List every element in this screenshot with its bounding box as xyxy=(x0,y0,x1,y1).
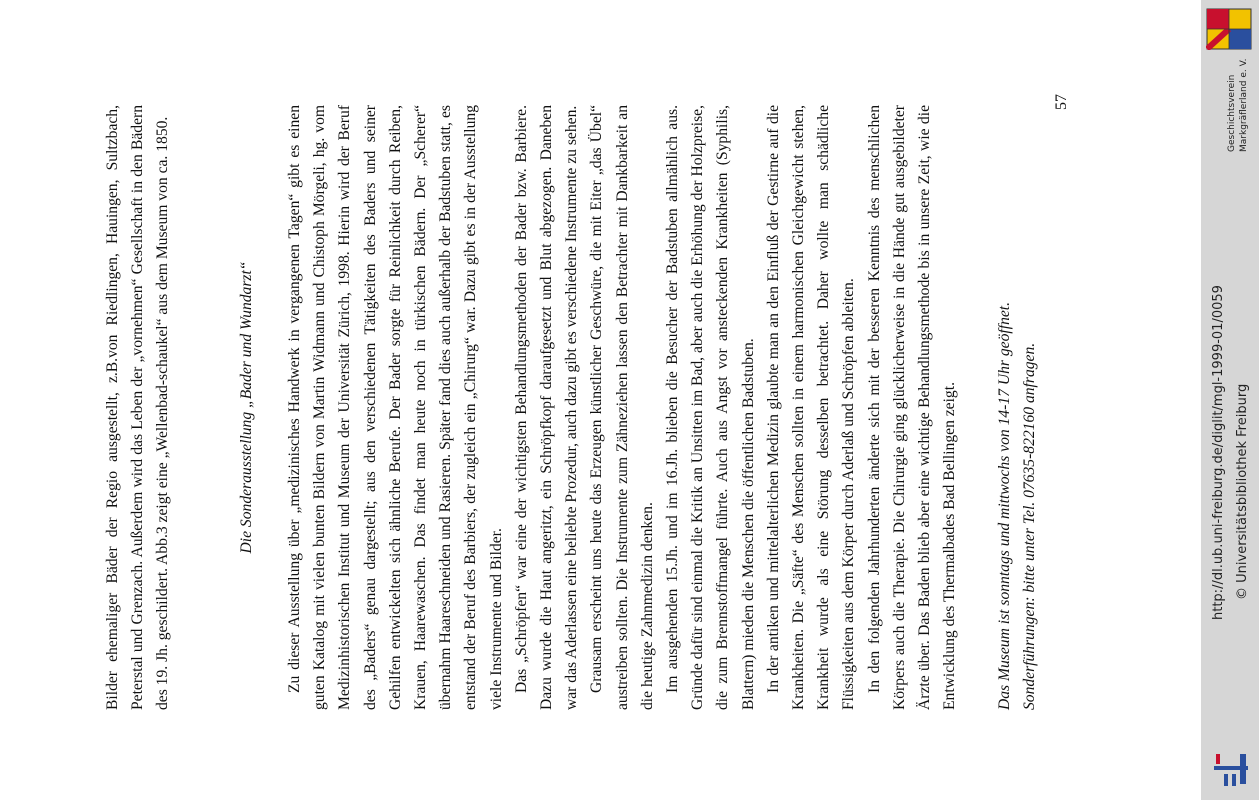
paragraph: Im ausgehenden 15.Jh. und im 16.Jh. blieben die Besucher der Badstuben allmählich aus. Gründe dafür sind einmal die Kritik an Unsitten im Bad, aber auch die Erhöhung der Holzpreise, die zum Brennstoffmangel führte. Auch aus Angst vor ansteckenden Krankheiten (Syphilis, Blattern) mieden die Menschen die öffentlichen Badstuben. xyxy=(664,105,757,710)
paragraph: Das „Schröpfen“ war eine der wichtigsten Behandlungsmethoden der Bader bzw. Barbiere. Dazu wurde die Haut angeritzt, ein Schröpfkopf daraufgesetzt und Blut abgezogen. Daneben war das Aderlassen eine beliebte Prozedur, auch dazu gibt es verschiedene Instrumente zu sehen. xyxy=(512,105,581,710)
ub-freiburg-logo-icon xyxy=(1210,748,1252,790)
coat-of-arms-icon xyxy=(1206,8,1252,50)
body-text xyxy=(282,105,962,710)
permalink-url[interactable]: http://dl.ub.uni-freiburg.de/diglit/mgl-1999-01/0059 xyxy=(1211,285,1226,620)
opening-hours-line: Das Museum ist sonntags und mittwochs von 14-17 Uhr geöffnet. xyxy=(996,301,1013,710)
paragraph: In der antiken und mittelalterlichen Medizin glaubte man an den Einfluß der Gestirne auf die Krankheiten. Die „Säfte“ des Menschen sollten in einem harmonischen Gleichgewicht stehen, Krankheit wurde als eine Störung desselben betrachtet. Daher wollte man schädliche Flüssigkeiten aus dem Körper durch Aderlaß und Schröpfen ableiten. xyxy=(764,105,858,710)
guided-tours-line: Sonderführungen: bitte unter Tel. 07635-822160 anfragen. xyxy=(1021,342,1038,710)
paragraph: Zu dieser Ausstellung über „medizinisches Handwerk in vergangenen Tagen“ gibt es einen guten Katalog mit vielen bunten Bildern von Martin Widmann und Chistoph Mörgeli, hg. vom Medizinhistorischen Institut und Museum der Universität Zürich, 1998. Hierin wird der Beruf des „Baders“ genau dargestellt; aus den verschiedenen Tätigkeiten des Baders und seiner Gehilfen entwickelten sich ähnliche Berufe. Der Bader sorgte für Reinlichkeit durch Reiben, Krauen, Haarewaschen. Das findet man heute noch in türkischen Bädern. Der „Scherer“ übernahm Haareschneiden und Rasieren. Später fand dies auch außerhalb der Badstuben statt, es entstand der Beruf des Barbiers, der zugleich ein „Chirurg“ war. Dazu gibt es in der Ausstellung viele Instrumente und Bilder. xyxy=(286,105,505,710)
copyright-notice: © Universitätsbibliothek Freiburg xyxy=(1235,383,1250,600)
paragraph: Grausam erscheint uns heute das Erzeugen künstlicher Geschwüre, die mit Eiter „das Übel“ austreiben sollten. Die Instrumente zum Zähneziehen lassen den Betrachter mit Dankbarkeit an die heutige Zahnmedizin denken. xyxy=(588,105,656,710)
society-name-line2: Markgräflerland e. V. xyxy=(1239,58,1249,152)
library-sidebar xyxy=(1201,0,1259,800)
intro-text: Bilder ehemaliger Bäder der Regio ausgestellt, z.B.von Riedlingen, Hauingen, Sultzbach, Peterstal und Grenzach. Außerdem wird das Leben der „vornehmen“ Gesellschaft in den Bädern des 19. Jh. geschildert. Abb.3 zeigt eine „Wellenbad-schaukel“ aus dem Museum von ca. 1850. xyxy=(104,105,172,710)
museum-note xyxy=(992,105,1042,710)
page-number: 57 xyxy=(1053,94,1070,110)
intro-paragraph xyxy=(100,105,176,710)
section-heading: Die Sonderausstellung „Bader und Wundarzt“ xyxy=(238,261,255,554)
sidebar-content xyxy=(1201,0,1259,800)
society-name-line1: Geschichtsverein xyxy=(1227,74,1237,152)
paragraph: In den folgenden Jahrhunderten änderte sich mit der besseren Kenntnis des menschlichen Körpers auch die Therapie. Die Chirurgie ging glücklicherweise in die Hände gut ausgebildeter Ärzte über. Das Baden blieb aber eine wichtige Behandlungsmethode bis in unsere Zeit, wie die Entwicklung des Thermalbades Bad Bellingen zeigt. xyxy=(865,105,959,710)
